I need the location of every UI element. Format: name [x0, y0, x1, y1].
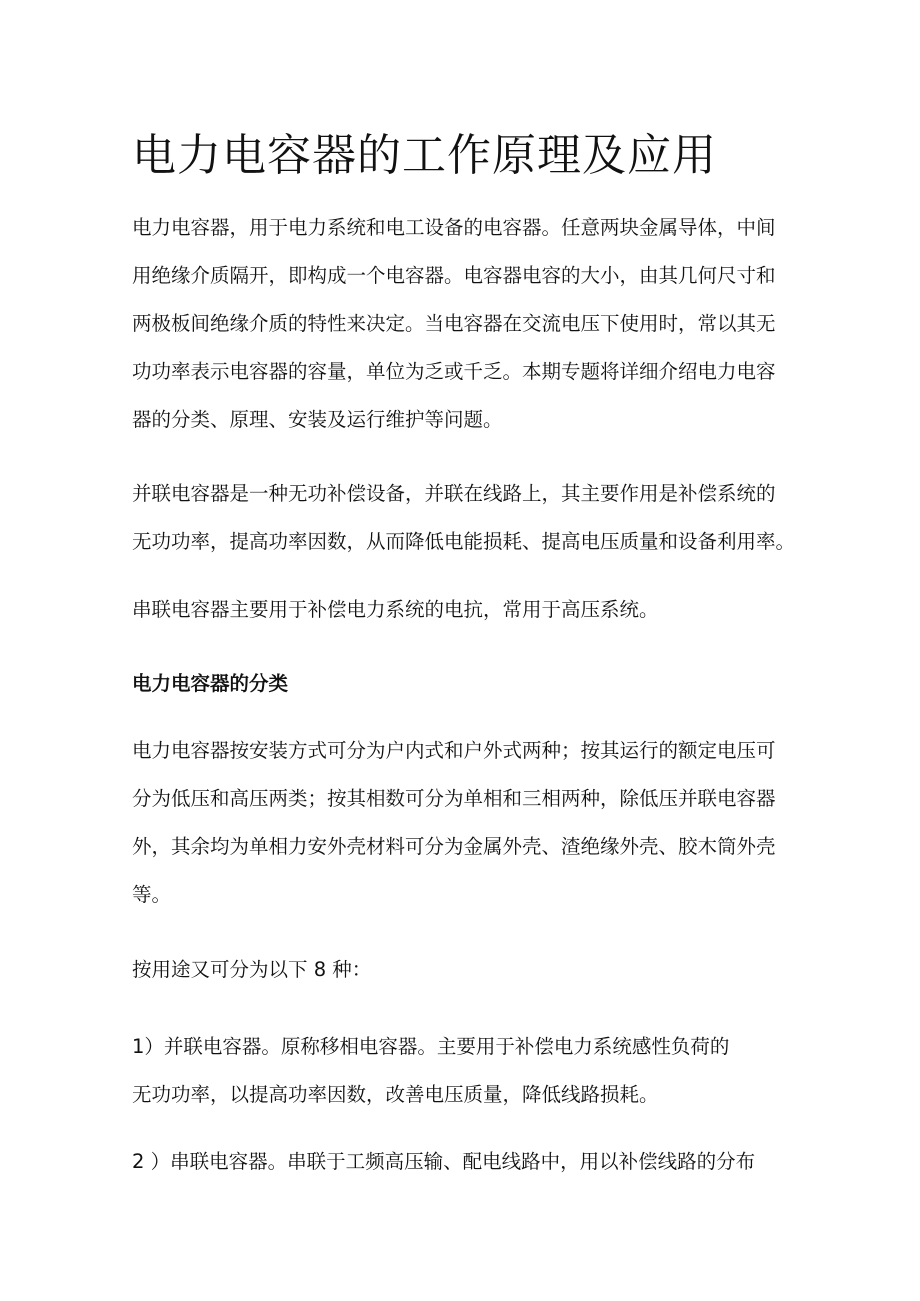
classification-line-4: 等。 — [132, 883, 172, 906]
parallel-line-2: 无功功率，提高功率因数，从而降低电能损耗、提高电压质量和设备利用率。 — [132, 530, 796, 553]
parallel-line-1: 并联电容器是一种无功补偿设备，并联在线路上，其主要作用是补偿系统的 — [132, 482, 776, 505]
classification-line-2: 分为低压和高压两类；按其相数可分为单相和三相两种，除低压并联电容器 — [132, 787, 776, 810]
intro-line-4: 功功率表示电容器的容量，单位为乏或千乏。本期专题将详细介绍电力电容 — [132, 360, 776, 383]
list-item-1-line-1: 1）并联电容器。原称移相电容器。主要用于补偿电力系统感性负荷的 — [132, 1035, 730, 1058]
intro-paragraph — [132, 214, 792, 434]
list-item-1 — [132, 1033, 792, 1109]
series-line: 串联电容器主要用于补偿电力系统的电抗，常用于高压系统。 — [132, 598, 659, 621]
list-item-1-line-2: 无功功率，以提高功率因数，改善电压质量，降低线路损耗。 — [132, 1083, 659, 1106]
document-title: 电力电容器的工作原理及应用 — [132, 130, 717, 181]
intro-line-1: 电力电容器，用于电力系统和电工设备的电容器。任意两块金属导体，中间 — [132, 216, 776, 239]
classification-line-3: 外，其余均为单相力安外壳材料可分为金属外壳、渣绝缘外壳、胶木筒外壳 — [132, 835, 776, 858]
intro-line-3: 两极板间绝缘介质的特性来决定。当电容器在交流电压下使用时，常以其无 — [132, 312, 776, 335]
section-heading-text: 电力电容器的分类 — [132, 672, 289, 695]
intro-line-5: 器的分类、原理、安装及运行维护等问题。 — [132, 408, 503, 431]
intro-line-2: 用绝缘介质隔开，即构成一个电容器。电容器电容的大小，由其几何尺寸和 — [132, 264, 776, 287]
usage-intro-paragraph — [132, 956, 792, 984]
section-heading — [132, 670, 792, 698]
list-item-2 — [132, 1148, 792, 1176]
classification-line-1: 电力电容器按安装方式可分为户内式和户外式两种；按其运行的额定电压可 — [132, 739, 776, 762]
usage-intro-line: 按用途又可分为以下 8 种： — [132, 958, 372, 981]
series-capacitor-paragraph — [132, 596, 792, 624]
list-item-2-line-1: 2 ）串联电容器。串联于工频高压输、配电线路中，用以补偿线路的分布 — [132, 1150, 756, 1173]
classification-paragraph — [132, 737, 792, 909]
parallel-capacitor-paragraph — [132, 480, 796, 556]
